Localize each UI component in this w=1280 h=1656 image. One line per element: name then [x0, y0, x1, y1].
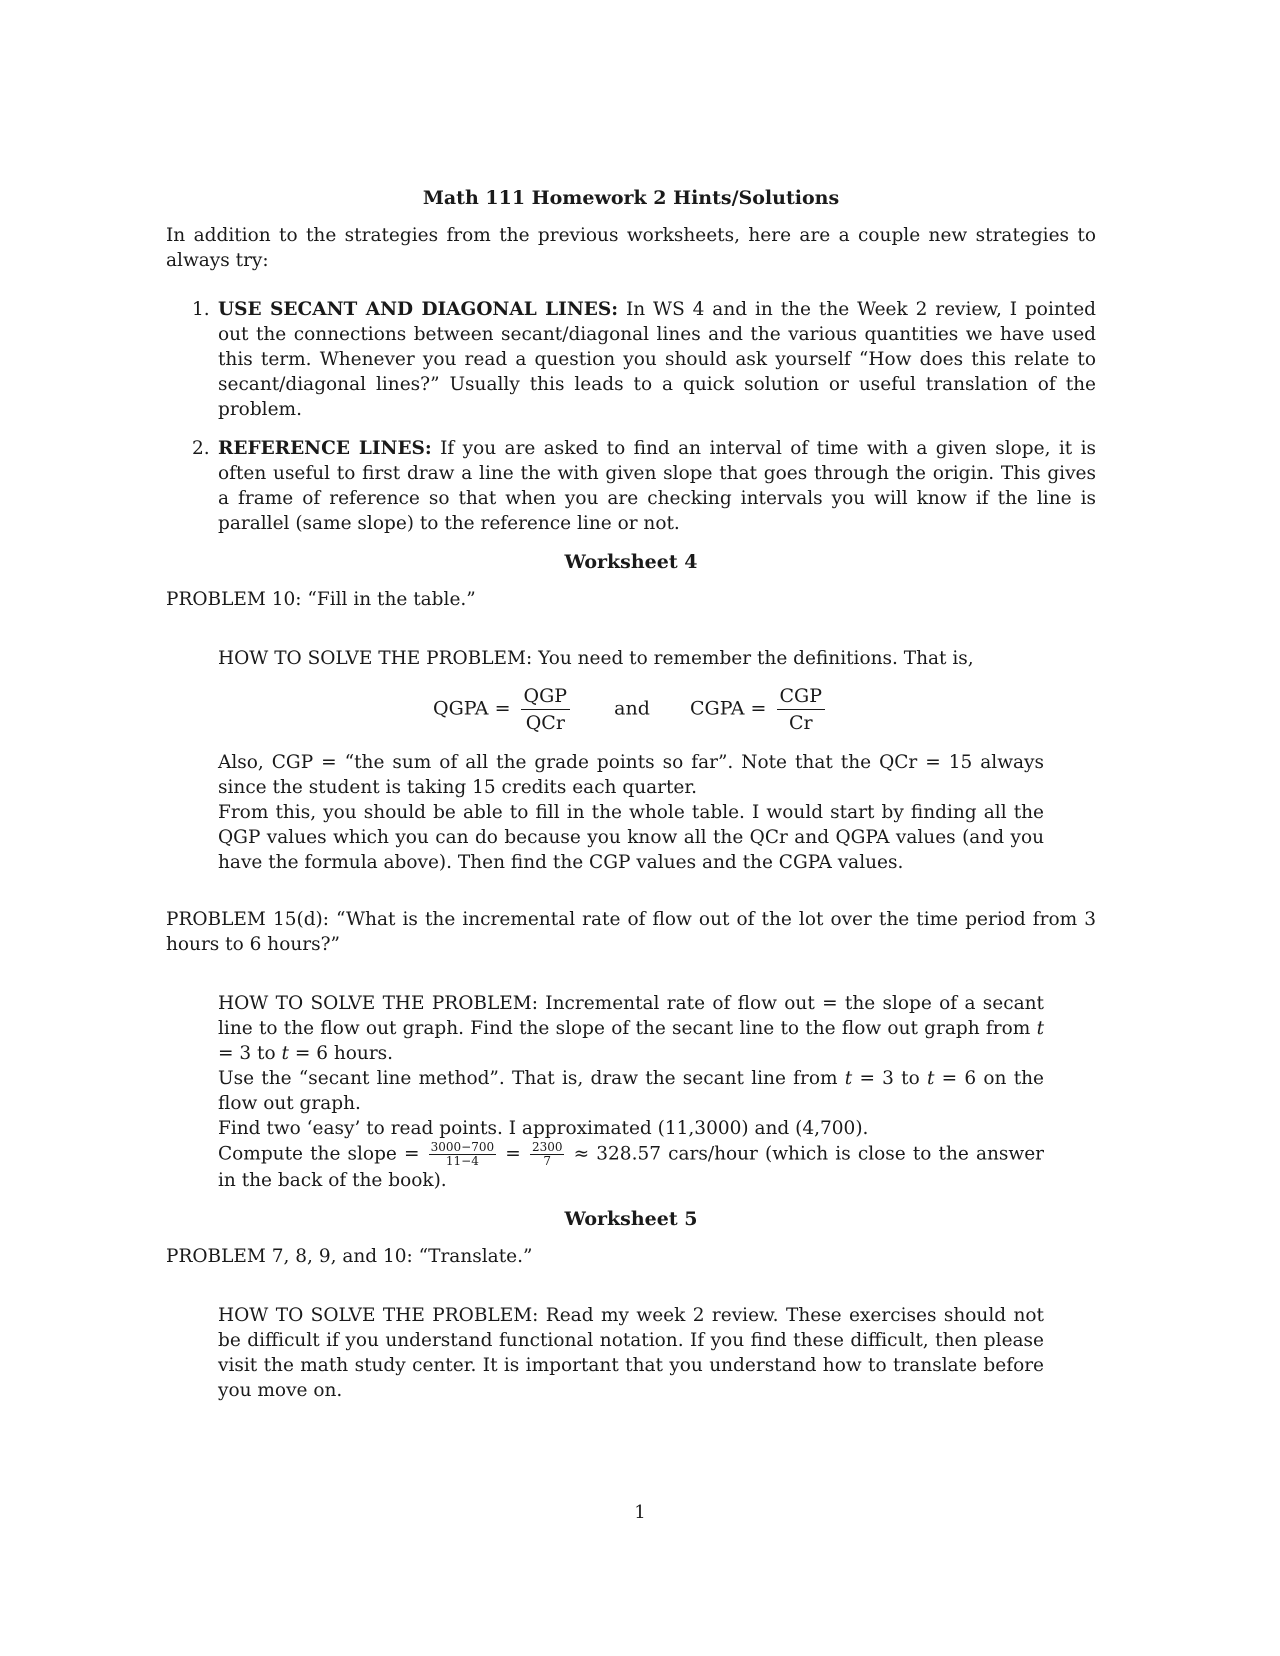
definition-equation	[218, 683, 1044, 736]
method-text: Use the “secant line method”. That is, draw the secant line from t = 3 to t = 6 on the flow out graph.	[218, 1068, 1045, 1114]
eq-lhs-qgpa: QGPA	[433, 697, 489, 720]
strategy-list	[166, 297, 1096, 536]
document-page	[166, 186, 1096, 1403]
strategy-text: In WS 4 and in the the Week 2 review, I pointed out the connections between secant/diagonal lines and the various quantities we have used this term. Whenever you read a question you should ask yourself “How does this relate to secant/diagonal lines?” Usually this leads to a quick solution or useful translation of the problem.	[218, 299, 1096, 420]
problem-15d-prompt: PROBLEM 15(d): “What is the incremental rate of flow out of the lot over the time period from 3 hours to 6 hours?”	[166, 909, 1096, 955]
fraction-cgp-cr	[777, 683, 826, 736]
strategy-heading: USE SECANT AND DIAGONAL LINES:	[218, 299, 619, 320]
strategy-item	[192, 436, 1096, 536]
fraction-qgp-qcr	[521, 683, 571, 736]
howto-text: HOW TO SOLVE THE PROBLEM: Read my week 2 review. These exercises should not be difficult if you understand functional notation. If you find these difficult, then please visit the math study center. It is important that you understand how to translate before you move on.	[218, 1305, 1044, 1401]
points-text: Find two ‘easy’ to read points. I approximated (11,3000) and (4,700).	[218, 1118, 869, 1139]
document-title: Math 111 Homework 2 Hints/Solutions	[422, 187, 840, 209]
strategy-item	[192, 297, 1096, 422]
eq-and: and	[614, 697, 650, 720]
intro-paragraph: In addition to the strategies from the previous worksheets, here are a couple new strategies to always try:	[166, 225, 1096, 271]
fraction-numerator: CGP	[777, 683, 826, 710]
eq-lhs-cgpa: CGPA	[690, 697, 745, 720]
problem-7-10-prompt: PROBLEM 7, 8, 9, and 10: “Translate.”	[166, 1246, 533, 1267]
page-number: 1	[634, 1502, 646, 1523]
strategy-heading: REFERENCE LINES:	[218, 438, 432, 459]
strategy-number: 2.	[192, 438, 210, 459]
eq-equals: =	[750, 697, 767, 720]
worksheet-5-heading: Worksheet 5	[564, 1208, 698, 1230]
problem-10-prompt: PROBLEM 10: “Fill in the table.”	[166, 589, 476, 610]
slope-fraction: $\frac{3000-700}{11-4}$	[430, 1140, 495, 1168]
howto-text: HOW TO SOLVE THE PROBLEM: You need to remember the definitions. That is,	[218, 648, 974, 669]
solution-paragraph: Also, CGP = “the sum of all the grade points so far”. Note that the QCr = 15 always since the student is taking 15 credits each quarter.	[218, 752, 1044, 798]
slope-fraction-simplified: $\frac{2300}{7}$	[531, 1140, 563, 1168]
strategy-number: 1.	[192, 299, 210, 320]
eq-equals: =	[494, 697, 511, 720]
solution-paragraph: From this, you should be able to fill in the whole table. I would start by finding all the QGP values which you can do because you know all the QCr and QGPA values (and you have the formula above). Then find the CGP values and the CGPA values.	[218, 802, 1044, 873]
problem-7-10-solution	[218, 1303, 1044, 1403]
fraction-numerator: QGP	[521, 683, 571, 710]
strategy-text: If you are asked to find an interval of time with a given slope, it is often useful to first draw a line the with given slope that goes through the origin. This gives a frame of reference so that when you are checking intervals you will know if the line is parallel (same slope) to the reference line or not.	[218, 438, 1096, 534]
problem-10-solution	[218, 646, 1044, 875]
worksheet-4-heading: Worksheet 4	[564, 551, 698, 573]
problem-15d-solution	[218, 991, 1044, 1193]
fraction-denominator: QCr	[525, 712, 565, 734]
slope-computation: Compute the slope = $\frac{3000-700}{11-4}$ = $\frac{2300}{7}$ ≈ 328.57 cars/hour (which is close to the answer in the back of the book).	[218, 1140, 1045, 1191]
howto-text: HOW TO SOLVE THE PROBLEM: Incremental rate of flow out = the slope of a secant line to the flow out graph. Find the slope of the secant line to the flow out graph from t = 3 to t = 6 hours.	[218, 993, 1044, 1064]
fraction-denominator: Cr	[788, 712, 813, 734]
